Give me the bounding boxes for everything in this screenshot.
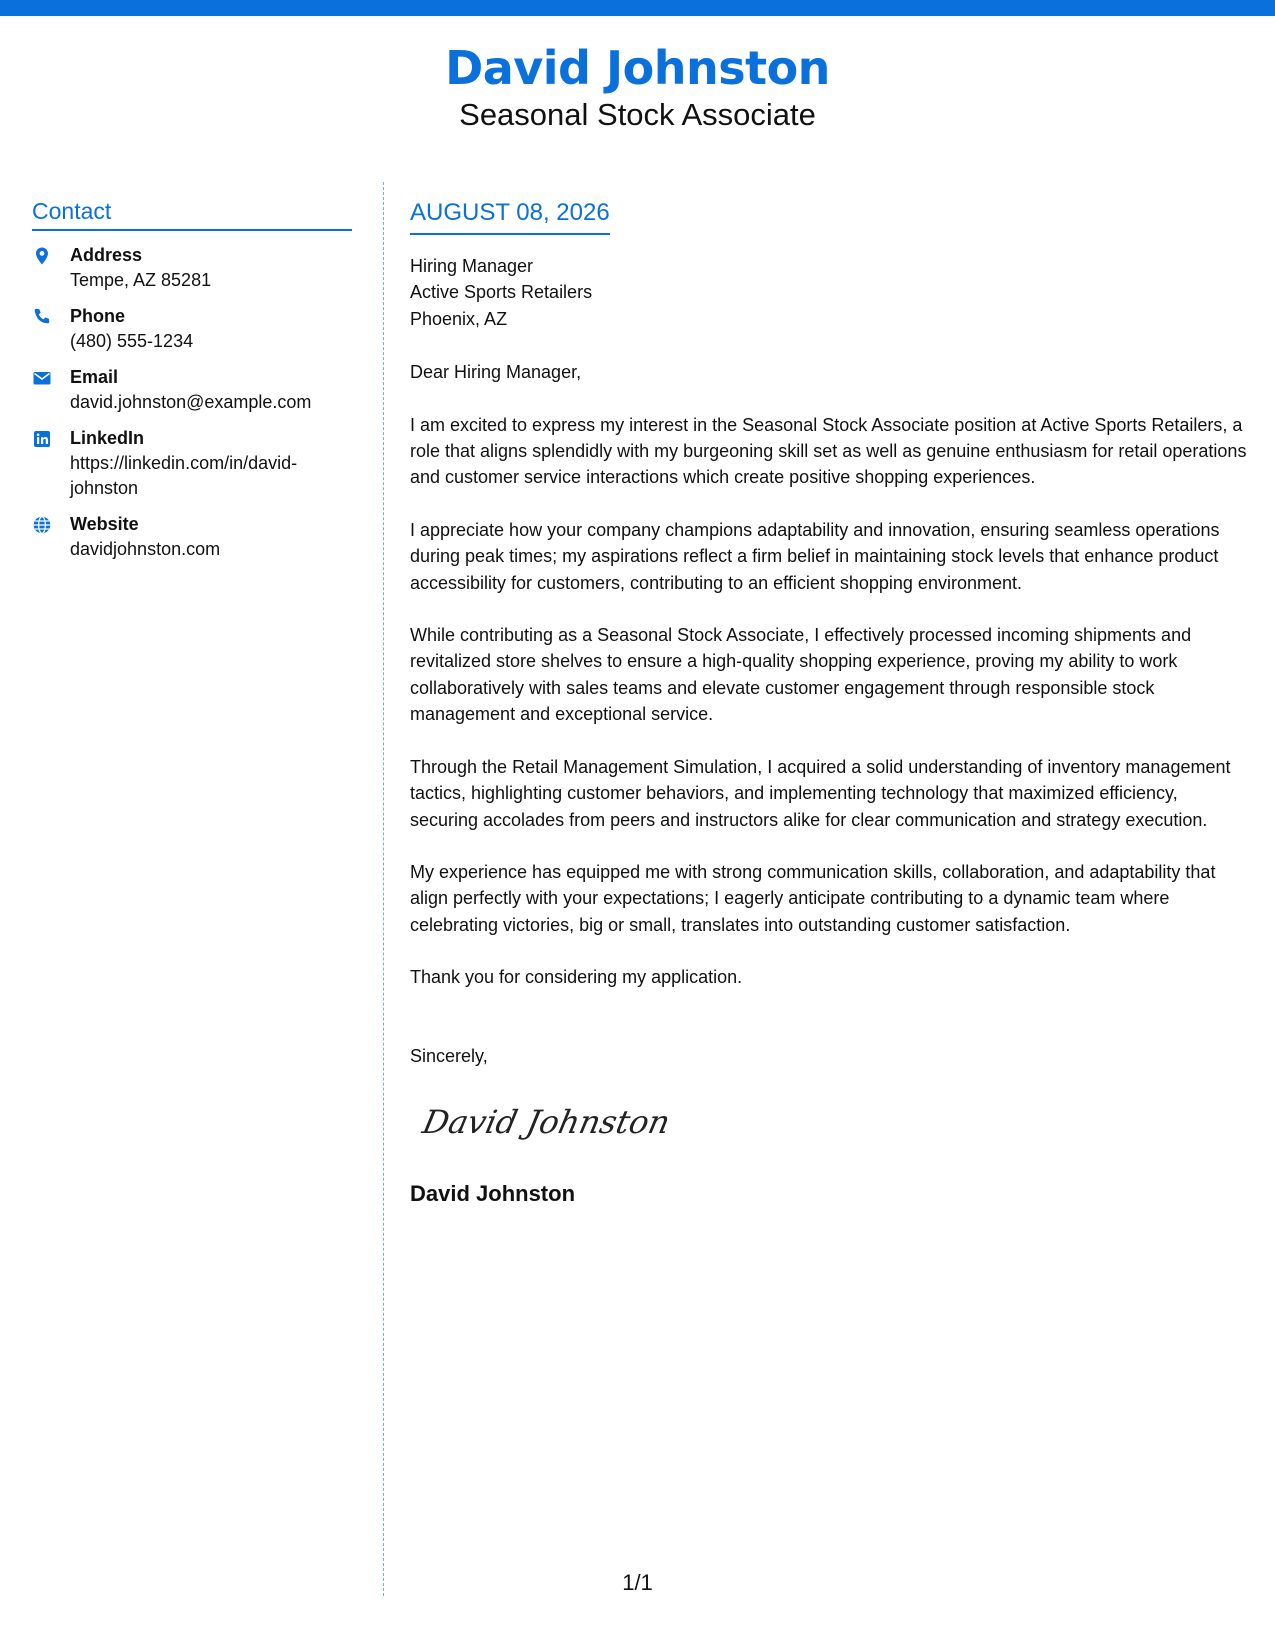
handwritten-signature (418, 1091, 678, 1151)
email-icon (32, 368, 52, 388)
linkedin-value[interactable]: https://linkedin.com/in/david-johnston (70, 453, 298, 498)
svg-text:David Johnston: David Johnston (419, 1103, 674, 1141)
closing: Sincerely, (410, 1045, 488, 1066)
contact-item-website (32, 512, 352, 562)
address-value: Tempe, AZ 85281 (70, 270, 212, 290)
contact-item-linkedin (32, 426, 352, 501)
column-divider (383, 182, 384, 1596)
phone-value: (480) 555-1234 (70, 331, 194, 351)
linkedin-icon (32, 429, 52, 449)
letter-paragraph: I appreciate how your company champions adaptability and innovation, ensuring seamless operations during peak times; my aspirations reflect a firm belief in maintaining stock levels that enhance product accessibility for customers, contributing to an efficient shopping environment. (410, 519, 1220, 593)
letter-body (410, 196, 1250, 1208)
applicant-name: David Johnston (445, 41, 830, 95)
recipient-line: Phoenix, AZ (410, 308, 508, 329)
contact-item-email (32, 365, 352, 415)
linkedin-label: LinkedIn (70, 428, 145, 448)
website-value[interactable]: davidjohnston.com (70, 539, 221, 559)
contact-list (32, 243, 352, 562)
contact-heading: Contact (32, 195, 352, 231)
letter-paragraph: Thank you for considering my application. (410, 967, 743, 988)
contact-sidebar (32, 195, 352, 573)
salutation: Dear Hiring Manager, (410, 362, 582, 383)
phone-icon (32, 307, 52, 327)
email-value: david.johnston@example.com (70, 392, 312, 412)
address-label: Address (70, 245, 143, 265)
phone-label: Phone (70, 306, 126, 326)
top-accent-bar (0, 0, 1275, 16)
globe-icon (32, 515, 52, 535)
job-title: Seasonal Stock Associate (459, 97, 816, 132)
recipient-block (410, 253, 1250, 332)
website-label: Website (70, 514, 139, 534)
letter-date: AUGUST 08, 2026 (410, 196, 610, 235)
map-pin-icon (32, 246, 52, 266)
contact-item-address (32, 243, 352, 293)
letter-paragraph: While contributing as a Seasonal Stock Associate, I effectively processed incoming shipments and revitalized store shelves to ensure a high-quality shopping experience, proving my ability to work collaboratively with sales teams and elevate customer engagement through responsible stock management and exceptional service. (410, 625, 1192, 725)
letter-paragraph: My experience has equipped me with strong communication skills, collaboration, and adaptability that align perfectly with your expectations; I eagerly anticipate contributing to a dynamic team where celebrating victories, big or small, translates into outstanding customer satisfaction. (410, 861, 1216, 935)
recipient-line: Active Sports Retailers (410, 282, 593, 303)
letter-paragraph: I am excited to express my interest in the Seasonal Stock Associate position at Active Sports Retailers, a role that aligns splendidly with my burgeoning skill set as well as genuine enthusiasm for retail operations and customer service interactions which create positive shopping experiences. (410, 414, 1247, 488)
recipient-line: Hiring Manager (410, 256, 534, 276)
contact-item-phone (32, 304, 352, 354)
email-label: Email (70, 367, 119, 387)
letter-paragraph: Through the Retail Management Simulation, I acquired a solid understanding of inventory management tactics, highlighting customer behaviors, and implementing technology that maximized efficiency, securing accolades from peers and instructors alike for clear communication and strategy execution. (410, 756, 1231, 830)
page-header (0, 40, 1275, 134)
signed-name: David Johnston (410, 1181, 576, 1207)
page-number: 1/1 (622, 1570, 653, 1595)
